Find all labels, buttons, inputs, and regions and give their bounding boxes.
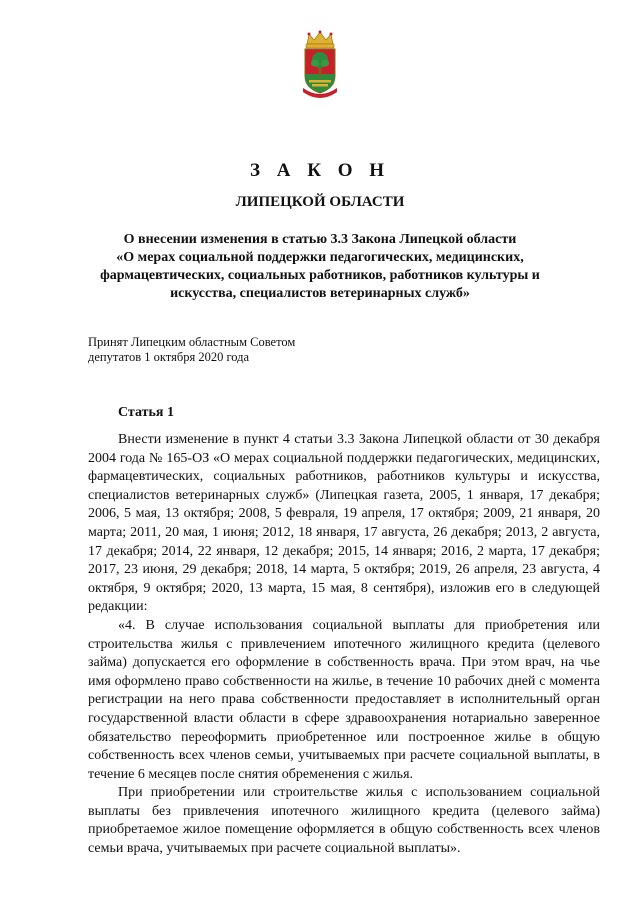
article-body [88, 431, 600, 859]
adoption-note [88, 335, 295, 365]
subject-line: искусства, специалистов ветеринарных служб» [170, 286, 470, 301]
coat-of-arms-icon [299, 30, 341, 98]
subject-line: фармацевтических, социальных работников, работников культуры и [100, 268, 540, 283]
document-title: З А К О Н [249, 160, 391, 181]
paragraph: «4. В случае использования социальной выплаты для приобретения или строительства жилья с привлечением ипотечного жилищного кредита (целевого займа) допускается его оформление в собственность врача. При этом врач, на чье имя оформлено право собственности на жилье, в течение 10 рабочих дней с момента регистрации на него права собственности предоставляет в исполнительный орган государственной власти области в сфере здравоохранения нотариально заверенное обязательство переоформить приобретенное или построенное жилье в общую собственность всех членов семьи, учитываемых при расчете социальной выплаты, в течение 6 месяцев после снятия обременения с жилья. [88, 617, 600, 782]
adoption-line: Принят Липецким областным Советом [88, 335, 296, 349]
law-subject [100, 231, 540, 303]
paragraph: При приобретении или строительстве жилья с использованием социальной выплаты без привлечения ипотечного жилищного кредита (целевого займа) приобретаемое жилое помещение оформляется в общую собственность всех членов семьи врача, учитываемых при расчете социальной выплаты». [88, 785, 600, 857]
document-region: ЛИПЕЦКОЙ ОБЛАСТИ [235, 194, 405, 210]
subject-line: «О мерах социальной поддержки педагогических, медицинских, [116, 250, 524, 265]
paragraph: Внести изменение в пункт 4 статьи 3.3 Закона Липецкой области от 30 декабря 2004 года № 165-ОЗ «О мерах социальной поддержки педагогических, медицинских, фармацевтических, социальных работников, работников культуры и искусства, специалистов ветеринарных служб» (Липецкая газета, 2005, 1 января, 17 декабря; 2006, 5 мая, 13 октября; 2008, 5 февраля, 19 апреля, 17 октября; 2009, 21 января, 20 марта; 2011, 20 мая, 1 июня; 2012, 18 января, 17 августа, 26 декабря; 2013, 2 августа, 17 декабря; 2014, 22 января, 12 декабря; 2015, 14 января; 2016, 2 марта, 17 декабря; 2017, 23 июня, 29 декабря; 2018, 14 марта, 5 октября; 2019, 26 апреля, 23 августа, 4 октября, 9 октября; 2020, 13 марта, 15 мая, 8 сентября), изложив его в следующей редакции: [88, 432, 600, 615]
article-heading: Статья 1 [118, 405, 174, 420]
adoption-date: депутатов 1 октября 2020 года [88, 350, 250, 364]
subject-line: О внесении изменения в статью 3.3 Закона Липецкой области [123, 232, 517, 247]
